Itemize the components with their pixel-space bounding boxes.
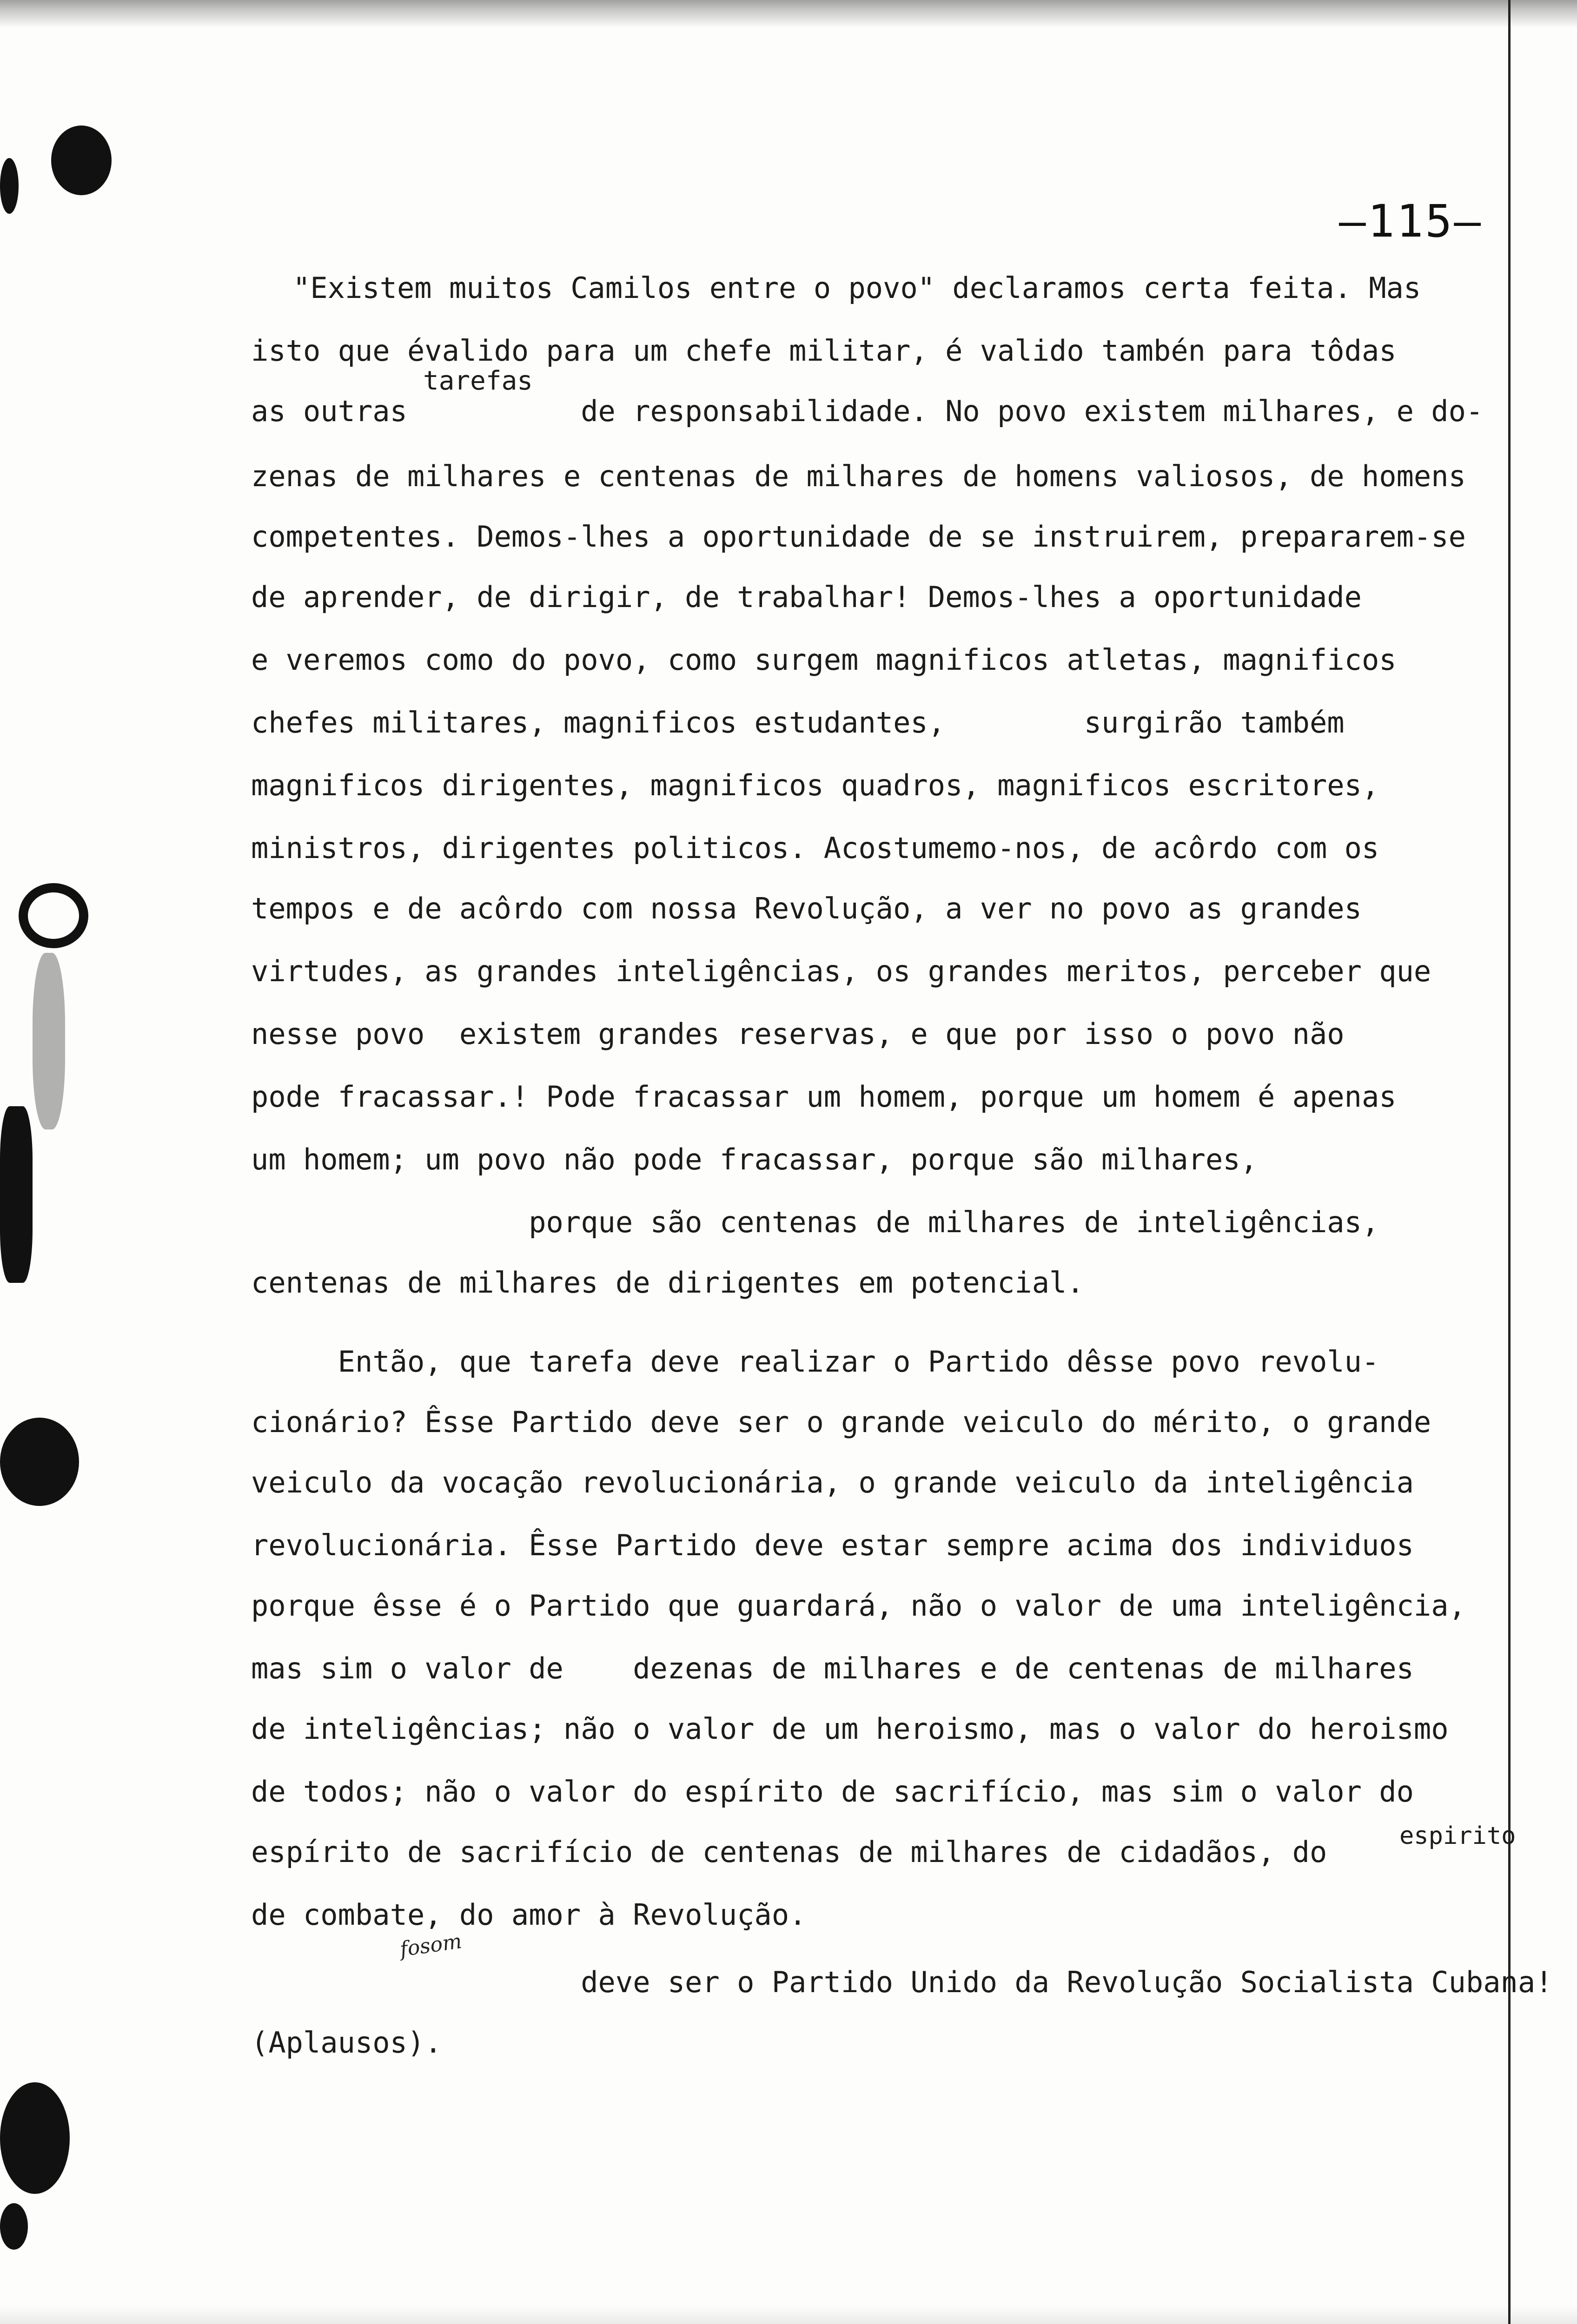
text-line: centenas de milhares de dirigentes em potencial. [251,1266,1084,1300]
text-line: veiculo da vocação revolucionária, o grande veiculo da inteligência [251,1466,1414,1499]
text-line: Então, que tarefa deve realizar o Partido dêsse povo revolu- [251,1345,1379,1379]
text-line: chefes militares, magnificos estudantes, surgirão também [251,706,1345,739]
text-line: de todos; não o valor do espírito de sacrifício, mas sim o valor do [251,1775,1414,1809]
text-line: zenas de milhares e centenas de milhares de homens valiosos, de homens [251,459,1466,493]
text-line: porque são centenas de milhares de inteligências, [251,1205,1379,1239]
punch-hole [0,158,19,214]
punch-hole [0,1418,79,1506]
text-line: pode fracassar.! Pode fracassar um homem, porque um homem é apenas [251,1080,1397,1114]
text-line: de aprender, de dirigir, de trabalhar! Demos-lhes a oportunidade [251,580,1362,614]
text-line: de combate, do amor à Revolução. [251,1898,807,1932]
text-line: competentes. Demos-lhes a oportunidade de se instruirem, prepararem-se [251,520,1466,554]
punch-hole [51,125,112,195]
insertion-espirito: espirito [1399,1822,1516,1850]
text-line: cionário? Êsse Partido deve ser o grande veiculo do mérito, o grande [251,1405,1431,1439]
handwritten-note: fosom [398,1929,464,1962]
text-line: "Existem muitos Camilos entre o povo" declaramos certa feita. Mas [293,271,1421,305]
punch-hole [19,883,88,948]
text-line: de inteligências; não o valor de um heroismo, mas o valor do heroismo [251,1712,1449,1746]
text-line: revolucionária. Êsse Partido deve estar sempre acima dos individuos [251,1528,1414,1562]
text-line: um homem; um povo não pode fracassar, porque são milhares, [251,1142,1258,1176]
text-line: ministros, dirigentes politicos. Acostumemo-nos, de acôrdo com os [251,831,1379,865]
insertion-tarefas: tarefas [423,366,533,396]
punch-hole [0,2082,70,2194]
text-line: nesse povo existem grandes reservas, e que por isso o povo não [251,1017,1345,1051]
text-line: tempos e de acôrdo com nossa Revolução, a ver no povo as grandes [251,891,1362,925]
text-line: as outras de responsabilidade. No povo existem milhares, e do- [251,394,1484,428]
text-line: deve ser o Partido Unido da Revolução Socialista Cubana! [251,1965,1553,1999]
text-line: isto que évalido para um chefe militar, é valido tambén para tôdas [251,334,1397,368]
text-line: espírito de sacrifício de centenas de milhares de cidadãos, do [251,1835,1327,1869]
text-line: e veremos como do povo, como surgem magnificos atletas, magnificos [251,643,1397,677]
punch-hole [0,1106,33,1283]
punch-hole [0,2203,28,2250]
scan-bottom-edge [0,2305,1577,2324]
text-line: magnificos dirigentes, magnificos quadros, magnificos escritores, [251,768,1379,802]
text-line: virtudes, as grandes inteligências, os grandes meritos, perceber que [251,954,1431,988]
text-line: mas sim o valor de dezenas de milhares e de centenas de milhares [251,1651,1414,1685]
scan-top-edge [0,0,1577,28]
text-line: porque êsse é o Partido que guardará, não o valor de uma inteligência, [251,1589,1466,1623]
text-line: (Aplausos). [251,2026,442,2060]
scan-smudge [33,953,65,1129]
page-number: —115— [1339,195,1483,247]
